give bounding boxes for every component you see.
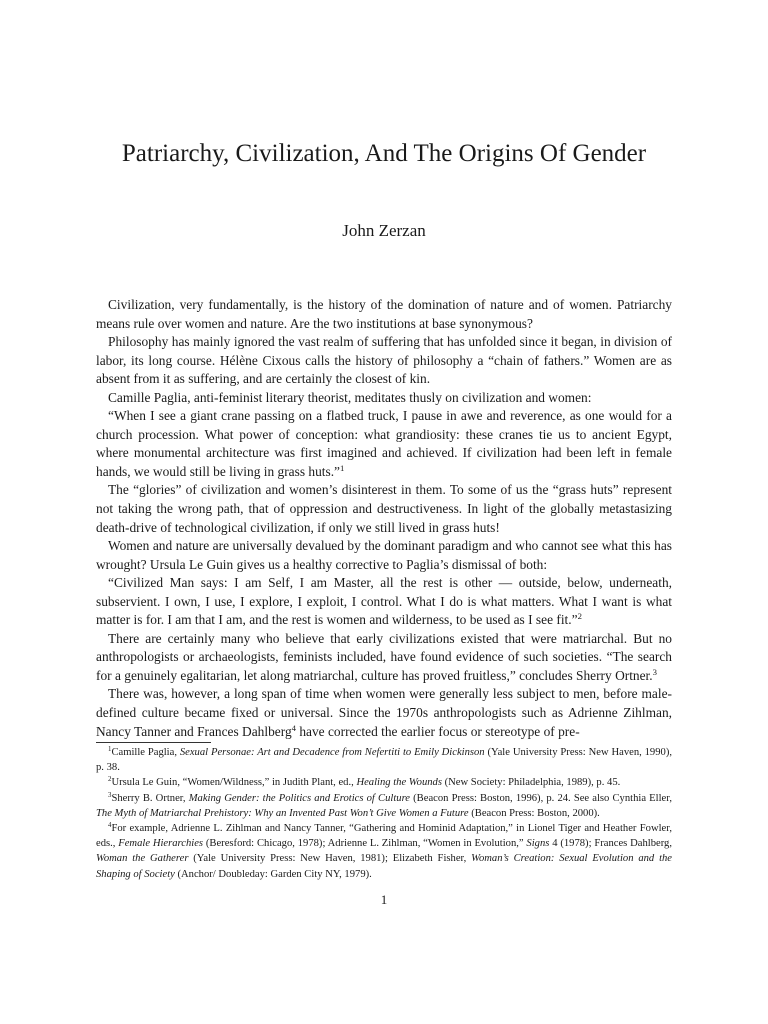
footnote-marker[interactable]: 3: [652, 667, 657, 678]
paragraph: Women and nature are universally devalued by the dominant paradigm and who cannot see what this has wrought? Ursula Le Guin gives us a healthy corrective to Paglia’s dismissal of both:: [96, 538, 672, 572]
footnote-number: 2: [108, 776, 112, 784]
paragraph-text: There was, however, a long span of time when women were generally less subject to men, before male-defined culture became fixed or universal. Since the 1970s anthropologists such as Adrienne Zihlman, Nancy Tanner and Frances Dahlberg: [96, 686, 672, 739]
footnote-text: 4 (1978); Frances Dahlberg,: [549, 838, 672, 850]
footnote-number: 3: [108, 791, 112, 799]
paragraph: Philosophy has mainly ignored the vast realm of suffering that has unfolded since it began, in division of labor, its long course. Hélène Cixous calls the history of philosophy a “chain of fathers.” Women are as absent from it as suffering, and are certainly the closest of kin.: [96, 334, 672, 387]
footnote: [96, 791, 672, 821]
footnote-marker[interactable]: 2: [577, 611, 582, 622]
footnote: [96, 775, 672, 790]
footnote-number: 1: [108, 746, 112, 754]
footnote: [96, 745, 672, 775]
footnote-title: Healing the Wounds: [356, 777, 442, 789]
paragraph-text: There are certainly many who believe that early civilizations existed that were matriarchal. But no anthropologists or archaeologists, feminists included, have found evidence of such societies. “The search for a genuinely egalitarian, let along matriarchal, culture has proved fruitless,” concludes Sherry Ortner.: [96, 630, 672, 683]
paragraph: Camille Paglia, anti-feminist literary theorist, meditates thusly on civilization and women:: [108, 389, 592, 405]
footnote-text: (Beacon Press: Boston, 2000).: [468, 807, 600, 819]
paragraph-text: have corrected the earlier focus or stereotype of pre-: [296, 723, 580, 739]
footnote-text: For example, Adrienne L. Zihlman and Nancy Tanner, “Gathering and Hominid Adaptation,” in Lionel Tiger and Heather Fowler, eds.,: [96, 823, 672, 850]
footnote-text: Camille Paglia,: [111, 747, 180, 758]
paragraph: [96, 685, 672, 741]
footnote-text: (Yale University Press: New Haven, 1990), p. 38.: [96, 747, 673, 774]
footnote-text: (New Society: Philadelphia, 1989), p. 45.: [441, 777, 621, 789]
paragraph: [96, 574, 672, 630]
paragraph: [96, 630, 672, 686]
author: John Zerzan: [342, 221, 426, 240]
quote-text: “Civilized Man says: I am Self, I am Master, all the rest is other — outside, below, underneath, subservient. I own, I use, I explore, I exploit, I control. What I do is what matters. What I want is what matter is for. I am that I am, and the rest is women and wilderness, to be used as I see fit.”: [96, 575, 672, 628]
footnote-title: Making Gender: the Politics and Erotics of Culture: [188, 792, 410, 804]
footnote-title: Woman the Gatherer: [96, 853, 189, 865]
footnote-divider: [96, 742, 211, 743]
quote-text: “When I see a giant crane passing on a flatbed truck, I pause in awe and reverence, as one would for a church procession. What power of conception: what grandiosity: these cranes tie us to ancient Egypt, where monumental architecture was first imagined and achieved. If civilization had been left in female hands, we would still be living in grass huts.”: [96, 408, 672, 479]
footnote-text: Sherry B. Ortner,: [111, 792, 189, 804]
footnote-text: Ursula Le Guin, “Women/Wildness,” in Judith Plant, ed.,: [111, 777, 357, 789]
footnote-marker[interactable]: 1: [340, 463, 345, 474]
footnote: [96, 821, 672, 882]
paper-title: Patriarchy, Civilization, And The Origins Of Gender: [121, 140, 647, 167]
footnote-marker[interactable]: 4: [291, 722, 296, 733]
footnote-text: (Yale University Press: New Haven, 1981); Elizabeth Fisher,: [188, 853, 472, 865]
body-text: [96, 296, 672, 741]
footnote-title: Signs: [526, 838, 550, 850]
footnote-text: (Beresford: Chicago, 1978); Adrienne L. Zihlman, “Women in Evolution,”: [203, 838, 527, 850]
footnote-title: The Myth of Matriarchal Prehistory: Why an Invented Past Won’t Give Women a Future: [96, 807, 469, 819]
footnote-title: Female Hierarchies: [118, 838, 204, 850]
footnote-title: Woman’s Creation: Sexual Evolution and the Shaping of Society: [96, 853, 673, 880]
paragraph: [96, 407, 672, 481]
footnote-title: Sexual Personae: Art and Decadence from Nefertiti to Emily Dickinson: [179, 747, 485, 758]
paragraph: The “glories” of civilization and women’s disinterest in them. To some of us the “grass huts” represent not taking the wrong path, that of oppression and destructiveness. In light of the globally metastasizing death-drive of technological civilization, if only we still lived in grass huts!: [96, 482, 672, 535]
footnote-text: (Beacon Press: Boston, 1996), p. 24. See also Cynthia Eller,: [410, 792, 672, 804]
paragraph: Civilization, very fundamentally, is the history of the domination of nature and of women. Patriarchy means rule over women and nature. Are the two institutions at base synonymous?: [96, 297, 672, 331]
footnotes: [96, 745, 672, 882]
footnote-number: 4: [108, 822, 112, 830]
footnote-text: (Anchor/ Doubleday: Garden City NY, 1979).: [174, 868, 372, 880]
page-number: 1: [380, 892, 388, 907]
